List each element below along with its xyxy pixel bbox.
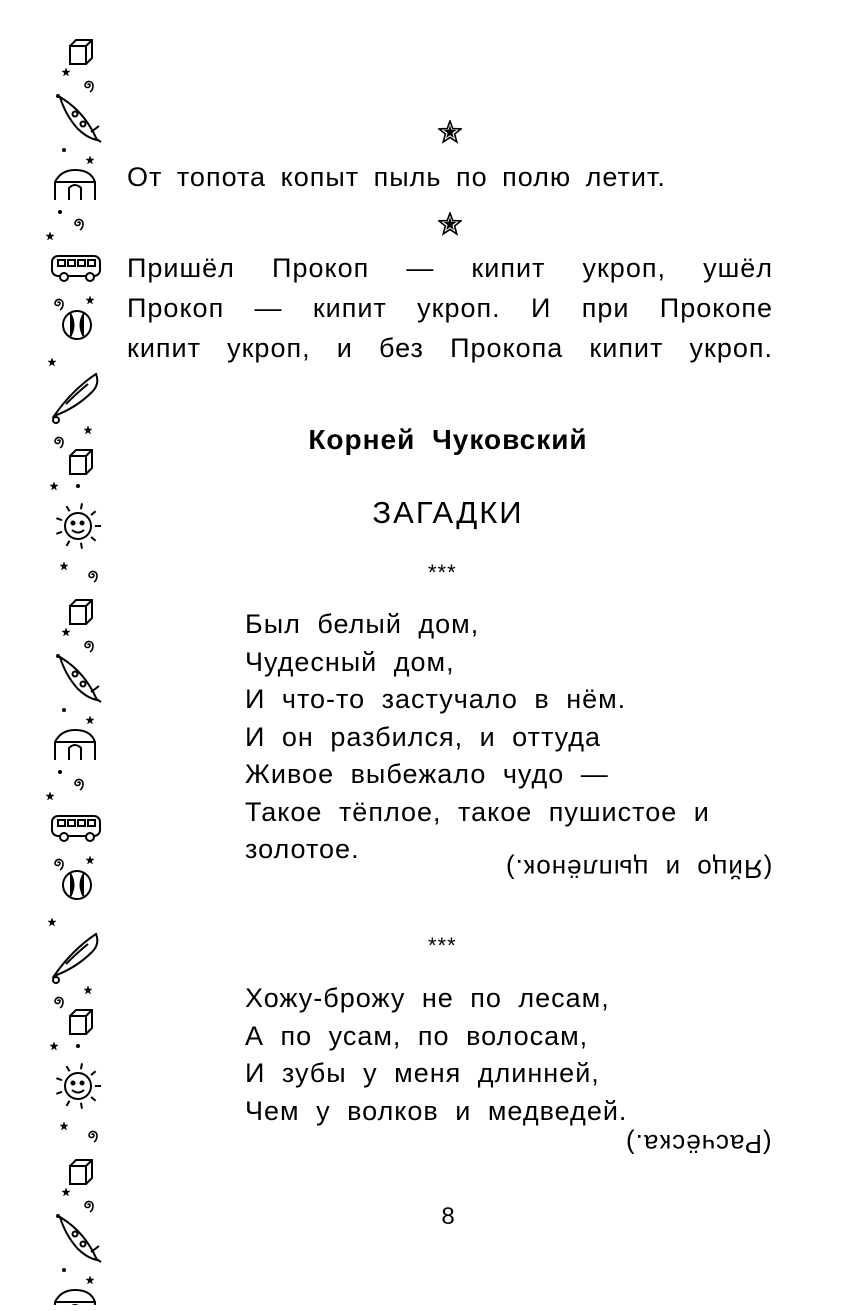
poem-line: Хожу-брожу не по лесам, [245, 983, 610, 1013]
poem-line: Был белый дом, [245, 609, 480, 639]
tongue-twister-2 [127, 248, 773, 368]
rocket-icon [60, 97, 101, 142]
house-icon [55, 730, 95, 760]
spiral-icon [55, 299, 63, 310]
star-icon [50, 1042, 58, 1050]
tongue-twister-1: От топота копыт пыль по полю летит. [127, 162, 666, 192]
spiral-icon [75, 779, 83, 790]
decorative-border [40, 30, 115, 1305]
poem-line: И что-то застучало в нём. [245, 684, 627, 714]
separator-star-icon [438, 212, 462, 236]
page-number: 8 [441, 1203, 455, 1230]
dot-icon [76, 1044, 80, 1048]
prose-line: Пришёл Прокоп — кипит укроп, ушёл [127, 253, 773, 283]
riddle-2-poem [245, 980, 627, 1130]
dot-icon [76, 484, 80, 488]
spiral-icon [85, 81, 93, 92]
star-icon [60, 1122, 68, 1130]
bus-icon [52, 816, 100, 841]
riddle-separator: *** [428, 933, 457, 958]
comet-icon [53, 934, 97, 983]
star-icon [62, 628, 70, 636]
star-icon [48, 918, 56, 926]
comet-icon [53, 374, 97, 423]
separator-star-icon [438, 120, 462, 144]
star-icon [50, 482, 58, 490]
house-icon [55, 1290, 95, 1305]
star-icon [86, 1276, 94, 1284]
prose-line: Прокоп — кипит укроп. И при Прокопе [127, 293, 773, 323]
poem-line: А по усам, по волосам, [245, 1020, 589, 1051]
bus-icon [52, 256, 100, 281]
section-title: ЗАГАДКИ [372, 495, 524, 530]
spiral-icon [89, 571, 97, 582]
spiral-icon [55, 859, 63, 870]
prose-line: кипит укроп, и без Прокопа кипит укроп. [127, 333, 773, 363]
star-icon [62, 68, 70, 76]
riddle-2-answer: (Расчёска.) [625, 1129, 772, 1159]
star-icon [46, 792, 54, 800]
sun-icon [56, 1063, 101, 1108]
dot-icon [58, 770, 62, 774]
star-icon [46, 232, 54, 240]
cube-icon [70, 40, 92, 64]
star-icon [86, 296, 94, 304]
poem-line: Живое выбежало чудо — [245, 759, 609, 789]
house-icon [55, 170, 95, 200]
poem-line: Чем у волков и медведей. [245, 1095, 628, 1126]
spiral-icon [89, 1131, 97, 1142]
star-icon [86, 716, 94, 724]
star-icon [84, 986, 92, 994]
star-icon [60, 562, 68, 570]
cube-icon [70, 600, 92, 624]
riddle-1-answer: (Яйцо и цыплёнок.) [504, 854, 772, 884]
dot-icon [62, 148, 66, 152]
poem-line: золотое. [245, 834, 360, 864]
ball-icon [63, 871, 91, 899]
star-icon [86, 156, 94, 164]
star-icon [62, 1188, 70, 1196]
poem-line: И он разбился, и оттуда [245, 721, 601, 752]
star-icon [86, 856, 94, 864]
star-icon [48, 358, 56, 366]
rocket-icon [60, 657, 101, 702]
dot-icon [58, 210, 62, 214]
spiral-icon [85, 641, 93, 652]
riddle-1-poem [245, 606, 710, 869]
spiral-icon [75, 219, 83, 230]
cube-icon [70, 1160, 92, 1184]
dot-icon [62, 1268, 66, 1272]
ball-icon [63, 311, 91, 339]
poem-line: Чудесный дом, [245, 646, 455, 677]
spiral-icon [55, 997, 63, 1008]
riddle-separator: *** [428, 560, 457, 585]
dot-icon [62, 708, 66, 712]
author-name: Корней Чуковский [308, 424, 588, 455]
cube-icon [70, 1010, 92, 1034]
poem-line: И зубы у меня длинней, [245, 1058, 600, 1088]
poem-line: Такое тёплое, такое пушистое и [245, 796, 710, 827]
